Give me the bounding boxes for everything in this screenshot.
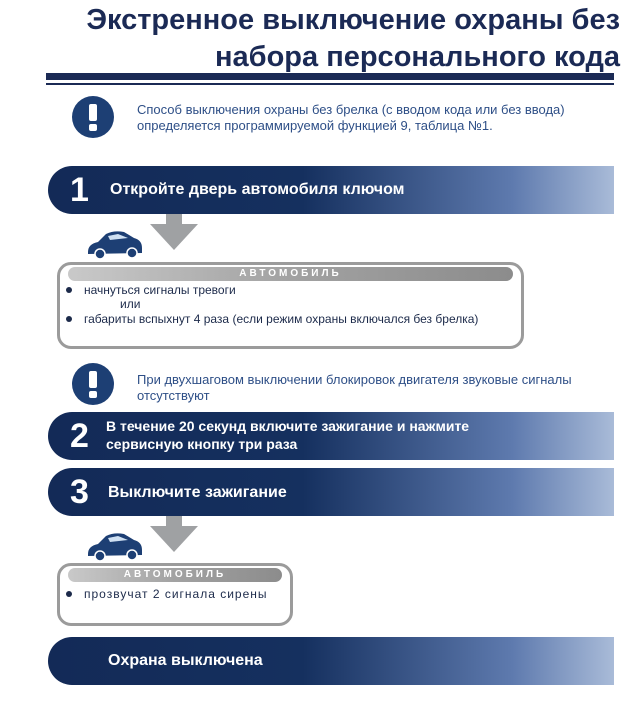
- card-2-header: АВТОМОБИЛЬ: [68, 568, 282, 582]
- title-rule-thin: [46, 83, 614, 85]
- step-3-banner: [48, 468, 614, 516]
- result-card-2: [57, 563, 293, 626]
- card-1-item-2-text: габариты вспыхнут 4 раза (если режим охраны включался без брелка): [84, 312, 479, 326]
- down-arrow-stem: [166, 214, 182, 224]
- note-1-text: Способ выключения охраны без брелка (с вводом кода или без ввода) определяется программируемой функцией 9, таблица №1.: [137, 102, 565, 133]
- card-1-item-1: [66, 283, 506, 298]
- result-card-1: [57, 262, 524, 349]
- step-3-number: 3: [70, 473, 89, 511]
- step-1-banner: [48, 166, 614, 214]
- card-1-item-2: [66, 312, 506, 327]
- card-1-or: или: [120, 297, 141, 311]
- down-arrow-stem: [166, 516, 182, 526]
- card-2-item-1: [66, 587, 271, 602]
- title-line-1: Экстренное выключение охраны без: [86, 4, 620, 36]
- card-1-item-1-text: начнуться сигналы тревоги: [84, 283, 236, 297]
- step-2-text: В течение 20 секунд включите зажигание и нажмите сервисную кнопку три раза: [106, 418, 470, 452]
- final-banner: [48, 637, 614, 685]
- exclamation-icon: [72, 96, 114, 138]
- car-icon: [84, 226, 146, 262]
- down-arrow-icon: [150, 526, 198, 552]
- title-line-2: набора персонального кода: [215, 41, 620, 73]
- card-2-item-1-text: прозвучат 2 сигнала сирены: [84, 587, 268, 601]
- title-rule-thick: [46, 73, 614, 80]
- down-arrow-icon: [150, 224, 198, 250]
- step-2-banner: [48, 412, 614, 460]
- note-2-text: При двухшаговом выключении блокировок двигателя звуковые сигналы отсутствуют: [137, 372, 572, 403]
- card-1-header: АВТОМОБИЛЬ: [68, 267, 513, 281]
- exclamation-icon: [72, 363, 114, 405]
- step-2-number: 2: [70, 417, 89, 455]
- car-icon: [84, 528, 146, 564]
- step-1-number: 1: [70, 171, 89, 209]
- step-1-text: Откройте дверь автомобиля ключом: [110, 181, 405, 198]
- step-3-text: Выключите зажигание: [108, 484, 287, 501]
- final-text: Охрана выключена: [108, 652, 263, 669]
- page-title: [60, 2, 620, 76]
